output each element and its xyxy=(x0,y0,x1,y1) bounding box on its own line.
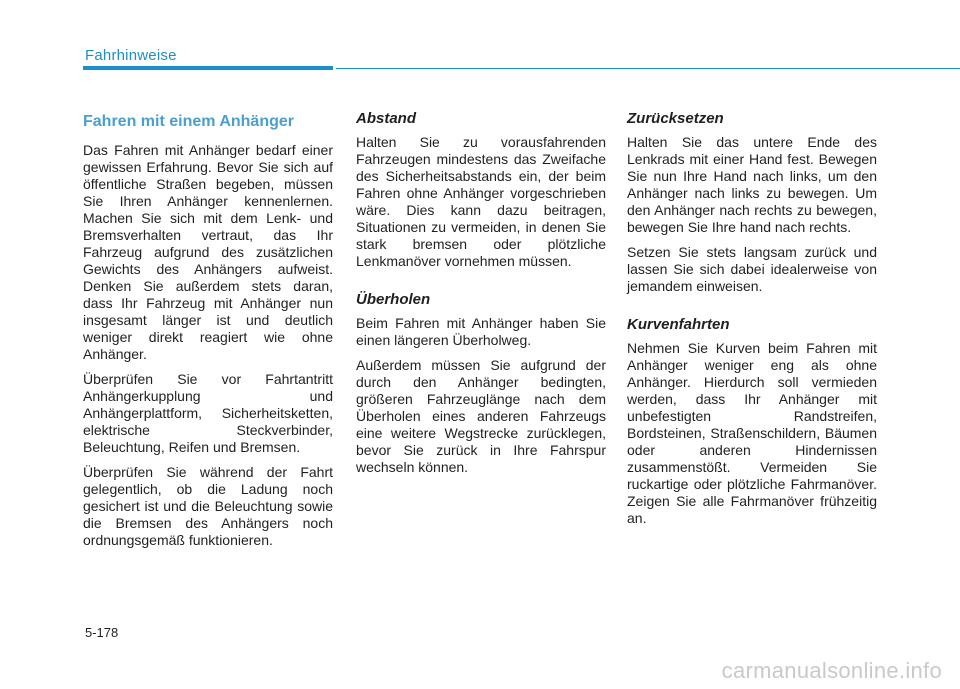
paragraph: Beim Fahren mit Anhänger haben Sie einen längeren Überholweg. xyxy=(356,315,606,348)
paragraph: Überprüfen Sie während der Fahrt gelegentlich, ob die Ladung noch gesichert ist und die Beleuchtung sowie die Bremsen des Anhängers noch ordnungsgemäß funktionieren. xyxy=(83,464,333,548)
paragraph: Setzen Sie stets langsam zurück und lassen Sie sich dabei idealerweise von jemandem einweisen. xyxy=(627,244,877,294)
right-column xyxy=(627,110,877,535)
left-column xyxy=(83,110,333,557)
section-title-towing: Fahren mit einem Anhänger xyxy=(83,113,294,130)
subsection-title-cornering: Kurvenfahrten xyxy=(627,316,730,333)
page-number: 5-178 xyxy=(85,625,119,640)
header-rule-thin xyxy=(336,68,960,69)
middle-column xyxy=(356,110,606,484)
header-section-title: Fahrhinweise xyxy=(85,47,177,64)
paragraph: Außerdem müssen Sie aufgrund der durch den Anhänger bedingten, größeren Fahrzeuglänge nach dem Überholen eines anderen Fahrzeugs eine weitere Wegstrecke zurücklegen, bevor Sie zurück in Ihre Fahrspur wechseln können. xyxy=(356,357,606,475)
subsection-title-overtaking: Überholen xyxy=(356,291,431,308)
paragraph: Das Fahren mit Anhänger bedarf einer gewissen Erfahrung. Bevor Sie sich auf öffentliche Straßen begeben, müssen Sie Ihren Anhänger kennenlernen. Machen Sie sich mit dem Lenk- und Bremsverhalten vertraut, das Ihr Fahrzeug aufgrund des zusätzlichen Gewichts des Anhängers aufweist. Denken Sie außerdem stets daran, dass Ihr Fahrzeug mit Anhänger nun insgesamt länger ist und deutlich weniger direkt reagiert wie ohne Anhänger. xyxy=(83,142,333,362)
subsection-title-reversing: Zurücksetzen xyxy=(627,110,724,127)
paragraph: Halten Sie zu vorausfahrenden Fahrzeugen mindestens das Zweifache des Sicherheitsabstands ein, der beim Fahren ohne Anhänger vorgeschrieben wäre. Dies kann dazu beitragen, Situationen zu vermeiden, in denen Sie stark bremsen oder plötzliche Lenkmanöver vornehmen müssen. xyxy=(356,134,606,269)
watermark: carmanualsonline.info xyxy=(721,658,942,683)
paragraph: Halten Sie das untere Ende des Lenkrads mit einer Hand fest. Bewegen Sie nun Ihre Hand nach links, um den Anhänger nach links zu bewegen. Um den Anhänger nach rechts zu bewegen, bewegen Sie Ihre hand nach rechts. xyxy=(627,134,877,235)
paragraph: Überprüfen Sie vor Fahrtantritt Anhängerkupplung und Anhängerplattform, Sicherheitsketten, elektrische Steckverbinder, Beleuchtung, Reifen und Bremsen. xyxy=(83,371,333,455)
paragraph: Nehmen Sie Kurven beim Fahren mit Anhänger weniger eng als ohne Anhänger. Hierdurch soll vermieden werden, dass Ihr Anhänger mit unbefestigten Randstreifen, Bordsteinen, Straßenschildern, Bäumen oder anderen Hindernissen zusammenstößt. Vermeiden Sie ruckartige oder plötzliche Fahrmanöver. Zeigen Sie alle Fahrmanöver frühzeitig an. xyxy=(627,340,877,526)
subsection-title-distance: Abstand xyxy=(356,110,416,127)
header-rule-thick xyxy=(83,66,333,70)
